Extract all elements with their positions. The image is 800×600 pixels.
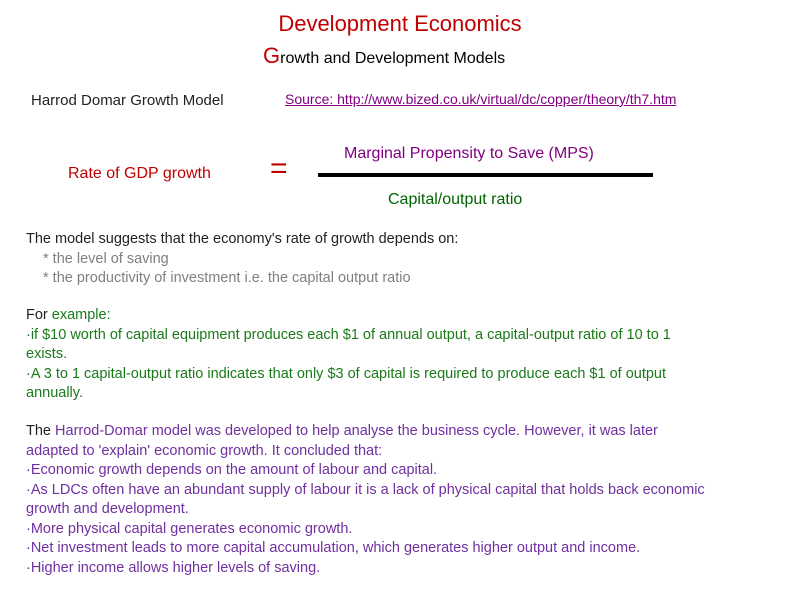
conclusion-intro-line2: adapted to 'explain' economic growth. It concluded that: — [26, 442, 383, 459]
formula-lhs: Rate of GDP growth — [68, 165, 211, 182]
growth-factor-item: * the productivity of investment i.e. the capital output ratio — [43, 270, 411, 286]
page-subtitle — [263, 43, 505, 69]
conclusion-line: ·More physical capital generates economic growth. — [26, 520, 353, 537]
growth-factors-section — [26, 230, 786, 289]
equals-sign: = — [270, 152, 288, 185]
growth-factors-intro: The model suggests that the economy's rate of growth depends on: — [26, 231, 459, 247]
conclusion-line: ·Net investment leads to more capital accumulation, which generates higher output and income. — [26, 540, 641, 556]
page-title: Development Economics — [278, 11, 522, 36]
conclusion-line: ·As LDCs often have an abundant supply of labour it is a lack of physical capital that holds back economic — [26, 481, 705, 498]
subtitle-rest: rowth and Development Models — [280, 50, 506, 67]
source-link[interactable]: Source: http://www.bized.co.uk/virtual/dc/copper/theory/th7.htm — [285, 91, 677, 107]
conclusion-intro-rest: Harrod-Domar model was developed to help analyse the business cycle. However, it was later — [51, 423, 658, 439]
conclusion-line: growth and development. — [26, 501, 189, 517]
formula-numerator: Marginal Propensity to Save (MPS) — [344, 145, 594, 162]
conclusion-intro — [26, 422, 786, 442]
conclusion-line: ·Economic growth depends on the amount of labour and capital. — [26, 462, 438, 478]
conclusion-section — [26, 422, 786, 578]
example-line: exists. — [26, 346, 68, 362]
example-line: annually. — [26, 385, 83, 401]
example-line: ·A 3 to 1 capital-output ratio indicates that only $3 of capital is required to produce each $1 of output — [26, 365, 667, 382]
example-line: ·if $10 worth of capital equipment produces each $1 of annual output, a capital-output ratio of 10 to 1 — [26, 326, 671, 343]
example-intro — [26, 306, 786, 326]
formula-denominator: Capital/output ratio — [388, 191, 523, 208]
fraction-bar — [318, 173, 653, 177]
subtitle-initial: G — [263, 43, 281, 68]
example-intro-first: For — [26, 307, 48, 323]
conclusion-line: ·Higher income allows higher levels of saving. — [26, 559, 321, 576]
growth-factor-item: * the level of saving — [43, 250, 169, 267]
conclusion-intro-first: The — [26, 423, 51, 439]
example-section — [26, 306, 786, 404]
example-intro-rest: example: — [47, 307, 111, 323]
model-name: Harrod Domar Growth Model — [31, 92, 224, 109]
